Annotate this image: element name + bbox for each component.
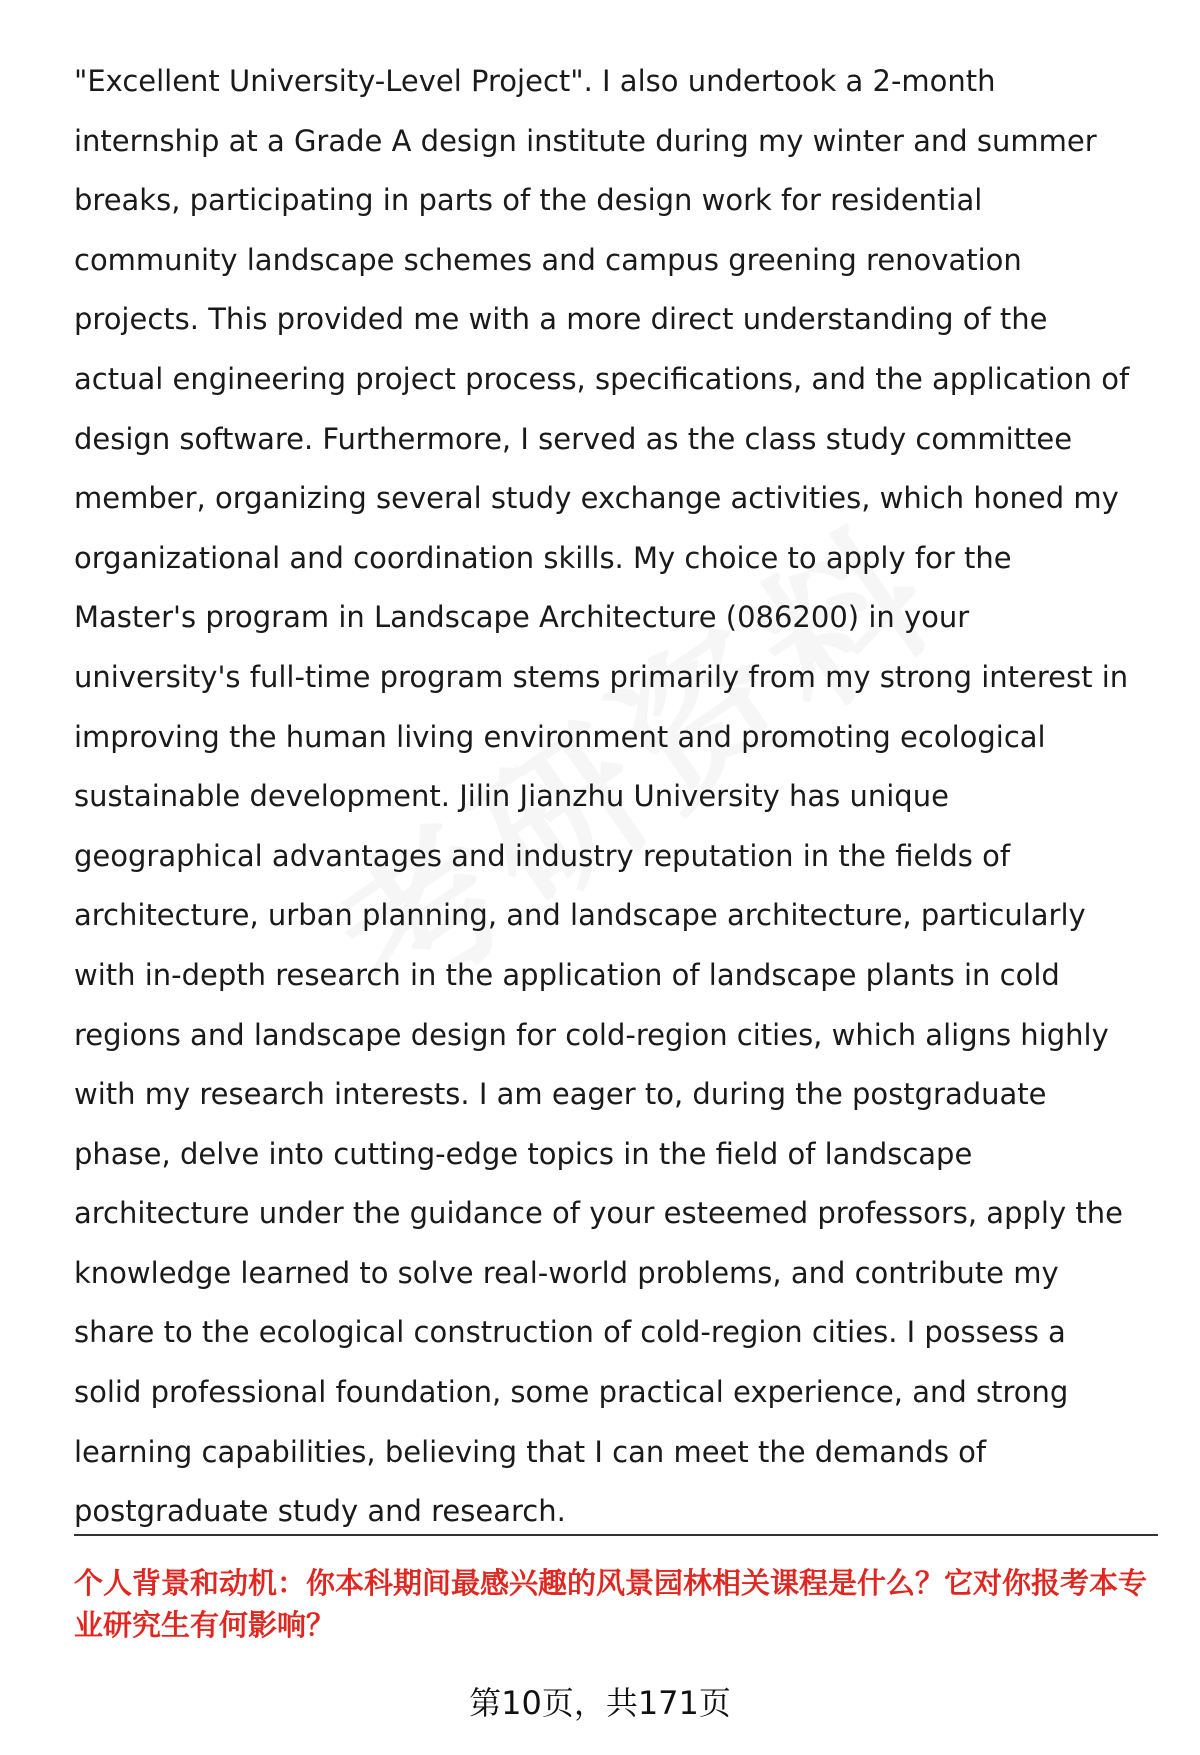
answer-paragraph: "Excellent University-Level Project". I also undertook a 2-month internship at a Grade A design institute during my winter and summer breaks, participating in parts of the design work for residential community landscape schemes and campus greening renovation projects. This provided me with a more direct understanding of the actual engineering project process, specifications, and the application of design software. Furthermore, I served as the class study committee member, organizing several study exchange activities, which honed my organizational and coordination skills. My choice to apply for the Master's program in Landscape Architecture (086200) in your university's full-time program stems primarily from my strong interest in improving the human living environment and promoting ecological sustainable development. Jilin Jianzhu University has unique geographical advantages and industry reputation in the fields of architecture, urban planning, and landscape architecture, particularly with in-depth research in the application of landscape plants in cold regions and landscape design for cold-region cities, which aligns highly with my research interests. I am eager to, during the postgraduate phase, delve into cutting-edge topics in the field of landscape architecture under the guidance of your esteemed professors, apply the knowledge learned to solve real-world problems, and contribute my share to the ecological construction of cold-region cities. I possess a solid professional foundation, some practical experience, and strong learning capabilities, believing that I can meet the demands of postgraduate study and research. bbox=[74, 64, 1130, 1529]
question-heading: 个人背景和动机：你本科期间最感兴趣的风景园林相关课程是什么？它对你报考本专业研究生有何影响？ bbox=[74, 1566, 1148, 1642]
section-divider bbox=[74, 1534, 1158, 1536]
page-indicator: 第10页，共171页 bbox=[469, 1684, 731, 1722]
